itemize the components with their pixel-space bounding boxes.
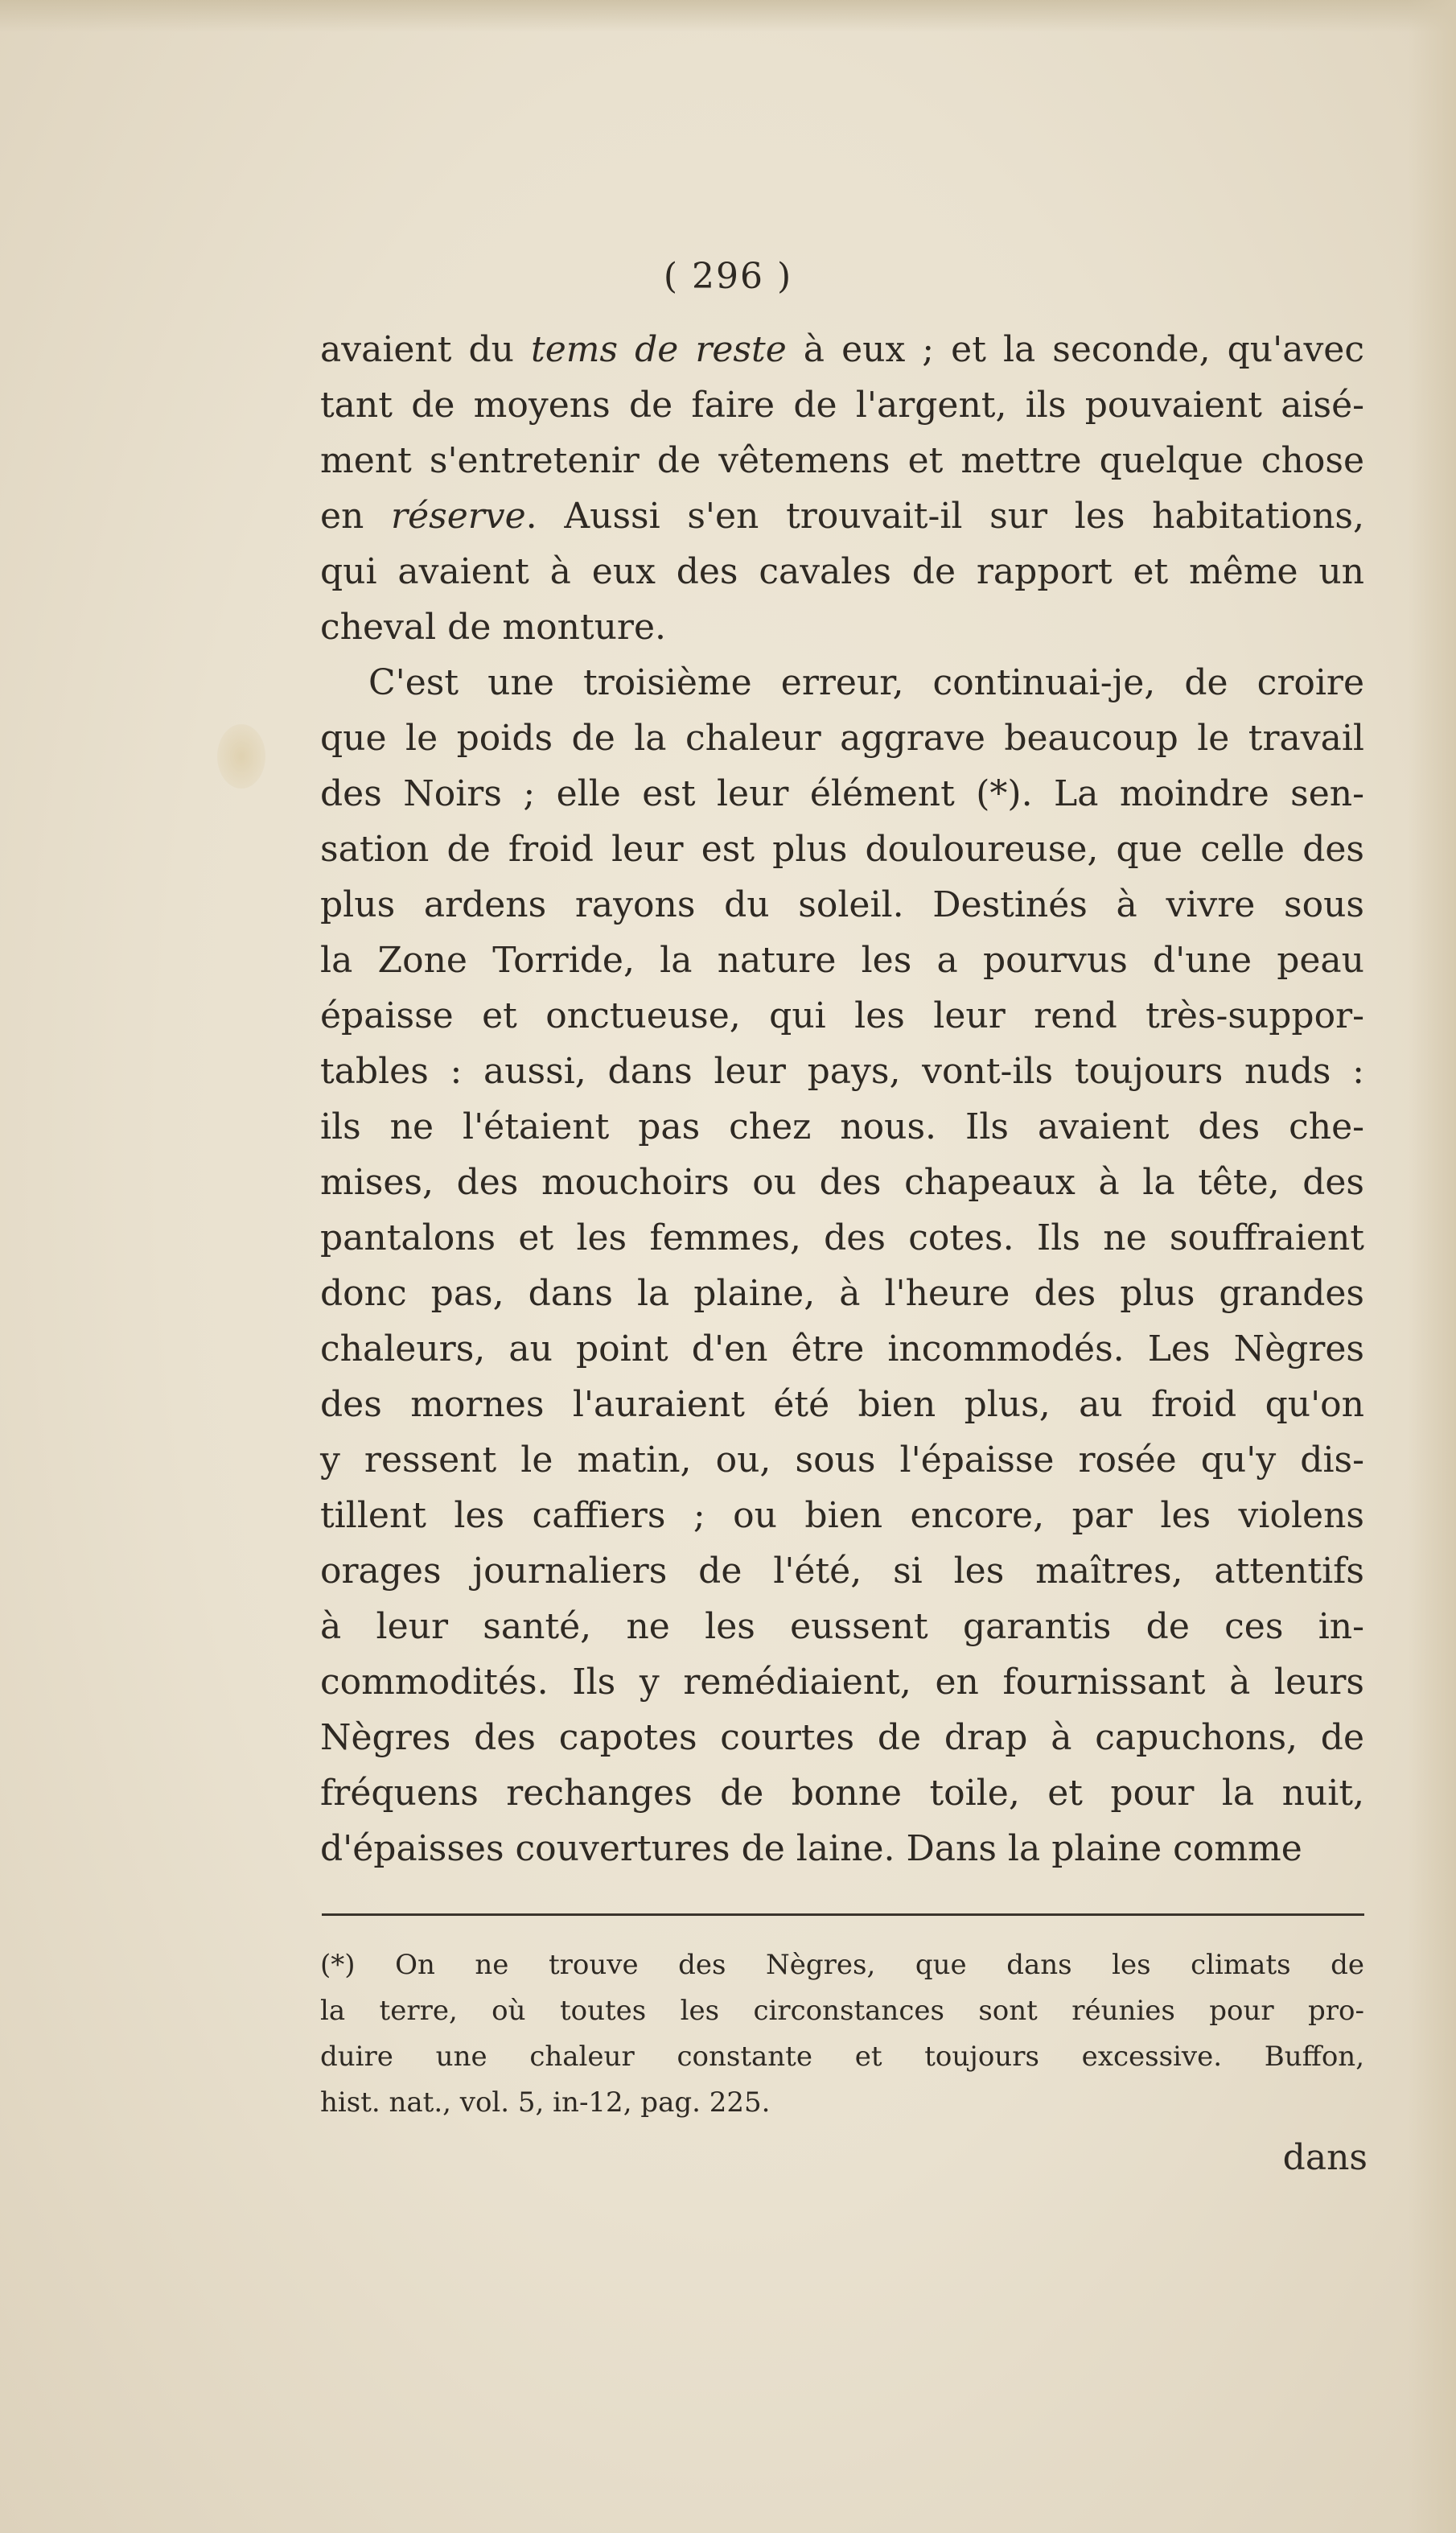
text-line bbox=[320, 488, 1364, 544]
text-line bbox=[320, 433, 1364, 488]
text-segment: épaisse et onctueuse, qui les leur rend très-suppor- bbox=[320, 995, 1364, 1036]
text-segment: tillent les caffiers ; ou bien encore, par les violens bbox=[320, 1495, 1364, 1536]
text-segment: orages journaliers de l'été, si les maîtres, attentifs bbox=[320, 1551, 1364, 1592]
body-text bbox=[320, 322, 1364, 1876]
text-line bbox=[320, 544, 1364, 599]
paper-stain bbox=[217, 724, 265, 789]
text-line bbox=[320, 877, 1364, 933]
page-edge-shadow bbox=[0, 0, 1456, 32]
text-line bbox=[320, 766, 1364, 822]
text-line bbox=[320, 822, 1364, 877]
text-segment: C'est une troisième erreur, continuai-je, de croire bbox=[368, 662, 1364, 703]
text-line bbox=[320, 988, 1364, 1044]
text-line bbox=[320, 1321, 1364, 1377]
text-line bbox=[320, 1654, 1364, 1710]
text-segment: à leur santé, ne les eussent garantis de ces in- bbox=[320, 1606, 1364, 1647]
text-segment: chaleurs, au point d'en être incommodés. Les Nègres bbox=[320, 1328, 1364, 1369]
text-line bbox=[320, 1099, 1364, 1155]
text-line bbox=[320, 1266, 1364, 1321]
footnote-line: (*) On ne trouve des Nègres, que dans les climats de bbox=[320, 1949, 1364, 1981]
text-line bbox=[320, 1710, 1364, 1765]
text-segment: à eux ; et la seconde, qu'avec bbox=[786, 329, 1364, 370]
text-segment: des Noirs ; elle est leur élément (*). La moindre sen- bbox=[320, 773, 1364, 814]
text-segment: en bbox=[320, 496, 392, 537]
text-segment: . Aussi s'en trouvait-il sur les habitations, bbox=[525, 496, 1364, 537]
page-edge-shadow-right bbox=[1408, 0, 1456, 2533]
text-segment: la Zone Torride, la nature les a pourvus d'une peau bbox=[320, 940, 1364, 981]
text-segment: qui avaient à eux des cavales de rapport et même un bbox=[320, 551, 1364, 592]
text-segment: tant de moyens de faire de l'argent, ils pouvaient aisé- bbox=[320, 385, 1364, 426]
text-segment: fréquens rechanges de bonne toile, et pour la nuit, bbox=[320, 1773, 1364, 1814]
text-segment: y ressent le matin, ou, sous l'épaisse rosée qu'y dis- bbox=[320, 1439, 1364, 1481]
text-line bbox=[320, 1821, 1364, 1876]
text-line bbox=[320, 1432, 1364, 1488]
text-line bbox=[320, 1044, 1364, 1099]
footnote-line: la terre, où toutes les circonstances sont réunies pour pro- bbox=[320, 1995, 1364, 2027]
text-segment: sation de froid leur est plus douloureuse, que celle des bbox=[320, 829, 1364, 870]
italic-segment: tems de reste bbox=[531, 329, 787, 370]
text-segment: des mornes l'auraient été bien plus, au froid qu'on bbox=[320, 1384, 1364, 1425]
text-segment: tables : aussi, dans leur pays, vont-ils toujours nuds : bbox=[320, 1051, 1364, 1092]
text-line bbox=[320, 933, 1364, 988]
text-line bbox=[320, 710, 1364, 766]
footnote-line: hist. nat., vol. 5, in-12, pag. 225. bbox=[320, 2086, 771, 2119]
text-segment: commodités. Ils y remédiaient, en fournissant à leurs bbox=[320, 1662, 1364, 1703]
text-segment: ils ne l'étaient pas chez nous. Ils avaient des che- bbox=[320, 1106, 1364, 1147]
text-line bbox=[320, 1377, 1364, 1432]
italic-segment: réserve bbox=[391, 496, 526, 537]
text-line bbox=[320, 655, 1364, 710]
text-segment: que le poids de la chaleur aggrave beaucoup le travail bbox=[320, 718, 1364, 759]
text-segment: d'épaisses couvertures de laine. Dans la plaine comme bbox=[320, 1828, 1302, 1869]
text-segment: plus ardens rayons du soleil. Destinés à vivre sous bbox=[320, 884, 1364, 925]
text-segment: cheval de monture. bbox=[320, 607, 666, 648]
page-number: ( 296 ) bbox=[663, 256, 793, 297]
text-line bbox=[320, 322, 1364, 377]
text-line bbox=[320, 1210, 1364, 1266]
text-line bbox=[320, 599, 1364, 655]
text-line bbox=[320, 1765, 1364, 1821]
text-line bbox=[320, 377, 1364, 433]
text-line bbox=[320, 1155, 1364, 1210]
text-line bbox=[320, 1488, 1364, 1543]
footnote-line: duire une chaleur constante et toujours excessive. Buffon, bbox=[320, 2041, 1364, 2073]
footnote-rule bbox=[322, 1913, 1364, 1916]
text-segment: avaient du bbox=[320, 329, 532, 370]
footnote bbox=[320, 1942, 1364, 2126]
catchword: dans bbox=[1282, 2137, 1368, 2178]
text-segment: Nègres des capotes courtes de drap à capuchons, de bbox=[320, 1717, 1364, 1758]
text-segment: donc pas, dans la plaine, à l'heure des plus grandes bbox=[320, 1273, 1364, 1314]
text-line bbox=[320, 1543, 1364, 1599]
text-segment: ment s'entretenir de vêtemens et mettre quelque chose bbox=[320, 440, 1364, 481]
text-segment: pantalons et les femmes, des cotes. Ils ne souffraient bbox=[320, 1217, 1364, 1258]
text-segment: mises, des mouchoirs ou des chapeaux à la tête, des bbox=[320, 1162, 1364, 1203]
text-line bbox=[320, 1599, 1364, 1654]
